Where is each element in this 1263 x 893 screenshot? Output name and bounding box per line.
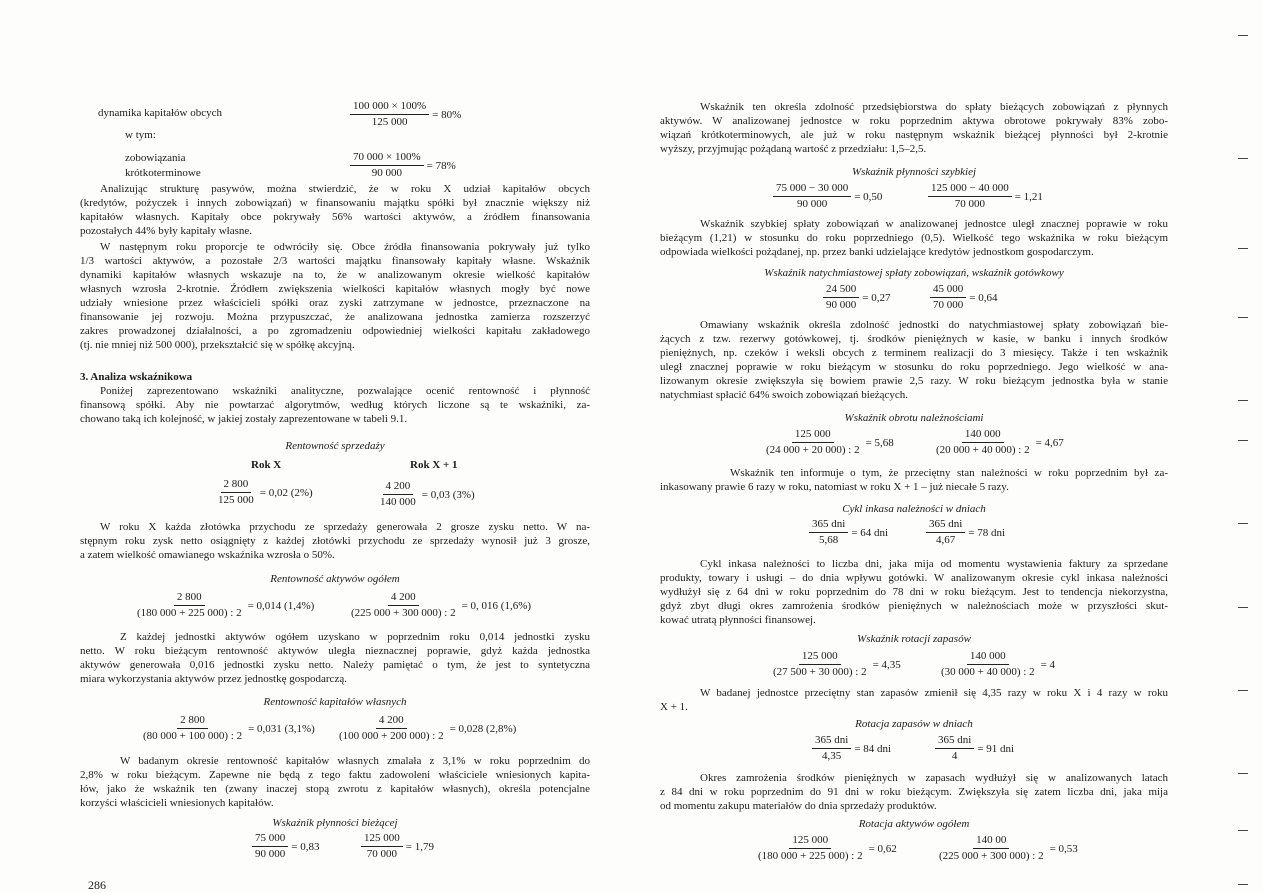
heading-sales-profitability: Rentowność sprzedaży — [285, 440, 385, 452]
current-liquidity-x1: $\frac{125 000}{70 000}$ = 1,79 — [361, 832, 434, 861]
liabilities-formula: $\frac{70 000 \times 100\%}{90 000}$ = 78% — [350, 151, 456, 180]
scan-edge-mark — [1238, 830, 1248, 831]
scan-edge-mark — [1238, 35, 1248, 36]
scan-edge-mark — [1238, 400, 1248, 401]
right-page: Wskaźnik ten określa zdolność przedsiębiorstwa do spłaty bieżących zobowiązań z płynnych aktywów. W analizowanej jednostce w roku poprzednim aktywa obrotowe pokrywały 83% zobo- wiązań krótkoterminowych, ale już w roku następnym wskaźnik bieżącej płynności był 2-krotnie wyższy, przyjmując pożądaną wartość z przedziału: 1,5–2,5. Wskaźnik płynności szybkiej $\frac{75 000 - 30 000}{90 000}$ = 0,50 $\frac{125 000 - 40 000}{70 000}$ = 1,21 Wskaźnik szybkiej spłaty zobowiązań w analizowanej jednostce uległ znacznej poprawie w roku bieżącym (1,21) w stosunku do roku poprzedniego (0,5). Wielkość tego wskaźnika w roku bieżącym odpowiada wielkości pożądanej, np. przez banki udzielające kredytów jednostkom gospodarczym. Wskaźnik natychmiastowej spłaty zobowiązań, wskaźnik gotówkowy $\frac{24 500}{90 000}$ = 0,27 $\frac{45 000}{70 000}$ = 0,64 Omawiany wskaźnik określa zdolność jednostki do natychmiastowej spłaty zobowiązań bie- żących z tzw. rezerwy gotówkowej, tj. środków pieniężnych w kasie, w banku i innych środków pieniężnych, np. czeków i weksli obcych z terminem realizacji do 3 miesięcy. Także i ten wskaźnik uległ znacznej poprawie w roku bieżącym w stosunku do roku poprzedniego. Jego wielkość w ana- lizowanym okresie zwiększyła się bowiem prawie 2,5 razy. W roku bieżącym jednostka była w stanie natychmiast spłacić 64% swoich zobowiązań bieżących. Wskaźnik obrotu należnościami $\frac{125 000}{(24 000 + 20 000) : 2}$ = 5,68 $\frac{140 000}{(20 000 + 40 000) : 2}$ = 4,67 Wskaźnik ten informuje o tym, że przeciętny stan należności w roku poprzednim był za- inkasowany prawie 6 razy w roku, natomiast w roku X + 1 – już niecałe 5 razy. Cykl inkasa należności w dniach 365 dni 5,68 = 64 dni 365 dni 4,67 = 78 dni Cykl inkasa należności to liczba dni, jaka mija od momentu wystawienia faktury za sprzedane produkty, towary i usługi – do dnia wpływu gotówki. W analizowanym okresie cykl inkasa należności wydłużył się z 64 dni w roku poprzednim do 78 dni w roku bieżącym. Jest to tendencja niekorzystna, gdyż zbyt długi okres zamrożenia środków pieniężnych w należnościach może w przyszłości skut- kować utratą płynności finansowej. Wskaźnik rotacji zapasów $\frac{125 000}{(27 500 + 30 000) : 2}$ = 4,35 $\frac{140 000}{(30 000 + 40 000) : 2}$ = 4 W badanej jednostce przeciętny stan zapasów zmienił się 4,35 razy w roku X i 4 razy w roku X + 1. Rotacja zapasów w dniach 365 dni 4,35 = 84 dni 365 dni 4 = 91 dni Okres zamrożenia środków pieniężnych w zapasach wydłużył się w analizowanych latach z 84 dni w roku poprzednim do 91 dni w roku bieżącym. Zwiększyła się zatem liczba dni, jaka mija od momentu zakupu materiałów do dnia sprzedaży produktów. Rotacja aktywów ogółem $\frac{125 000}{(180 000 + 225 000) : 2}$ = 0,62 $\frac{140 00}{(225 000 + 300 000) : 2}$ = 0,53 — [660, 101, 1168, 862]
equity-profitability-x: $\frac{2 800}{(80 000 + 100 000) : 2}$ = 0,031 (3,1%) — [143, 714, 315, 742]
page-number: 286 — [88, 878, 106, 892]
col-year-x: Rok X — [251, 459, 282, 471]
col-year-x1: Rok X + 1 — [410, 459, 458, 471]
scan-edge-mark — [1238, 690, 1248, 691]
heading-quick-liquidity: Wskaźnik płynności szybkiej — [851, 166, 977, 178]
heading-inventory-turnover: Wskaźnik rotacji zapasów — [857, 633, 971, 645]
current-liquidity-x: $\frac{75 000}{90 000}$ = 0,83 — [252, 832, 319, 861]
asset-turnover-x1: $\frac{140 00}{(225 000 + 300 000) : 2}$ = 0,53 — [939, 834, 1078, 862]
scan-edge-mark — [1238, 523, 1248, 524]
dynamics-label: dynamika kapitałów obcych — [98, 107, 223, 119]
heading-collection-cycle: Cykl inkasa należności w dniach — [842, 503, 986, 515]
collection-cycle-x1: 365 dni 4,67 = 78 dni — [926, 518, 1005, 547]
heading-current-liquidity: Wskaźnik płynności bieżącej — [272, 817, 398, 829]
cash-ratio-x: $\frac{24 500}{90 000}$ = 0,27 — [823, 283, 890, 312]
heading-equity-profitability: Rentowność kapitałów własnych — [263, 696, 407, 708]
heading-asset-turnover: Rotacja aktywów ogółem — [858, 818, 970, 830]
equity-profitability-x1: $\frac{4 200}{(100 000 + 200 000) : 2}$ = 0,028 (2,8%) — [339, 714, 517, 742]
inventory-days-x1: 365 dni 4 = 91 dni — [935, 734, 1014, 763]
asset-profitability-x: $\frac{2 800}{(180 000 + 225 000) : 2}$ = 0,014 (1,4%) — [137, 591, 315, 619]
liabilities-label-2: krótkoterminowe — [125, 167, 201, 179]
sales-profitability-x1: $\frac{4 200}{140 000}$ = 0,03 (3%) — [380, 480, 475, 508]
heading-cash-ratio: Wskaźnik natychmiastowej spłaty zobowiązań, wskaźnik gotówkowy — [764, 267, 1064, 279]
section-heading: 3. Analiza wskaźnikowa — [80, 371, 193, 383]
receivables-turnover-x: $\frac{125 000}{(24 000 + 20 000) : 2}$ = 5,68 — [766, 428, 894, 456]
collection-cycle-x: 365 dni 5,68 = 64 dni — [809, 518, 888, 547]
inventory-turnover-x: $\frac{125 000}{(27 500 + 30 000) : 2}$ = 4,35 — [773, 650, 901, 678]
inventory-turnover-x1: $\frac{140 000}{(30 000 + 40 000) : 2}$ = 4 — [941, 650, 1056, 678]
quick-liquidity-x1: $\frac{125 000 - 40 000}{70 000}$ = 1,21 — [928, 182, 1043, 211]
scan-edge-mark — [1238, 773, 1248, 774]
scan-edge-mark — [1238, 884, 1248, 885]
liabilities-label-1: zobowiązania — [125, 152, 186, 164]
scan-edge-mark — [1238, 317, 1248, 318]
asset-turnover-x: $\frac{125 000}{(180 000 + 225 000) : 2}$ = 0,62 — [758, 834, 897, 862]
cash-ratio-x1: $\frac{45 000}{70 000}$ = 0,64 — [930, 283, 997, 312]
asset-profitability-x1: $\frac{4 200}{(225 000 + 300 000) : 2}$ = 0, 016 (1,6%) — [351, 591, 532, 619]
left-page: dynamika kapitałów obcych $\frac{100 000 \times 100\%}{125 000}$ = 80% w tym: zobowiązania krótkoterminowe $\frac{70 000 \times 100\%}{90 000}$ = 78% Analizując strukturę pasywów, można stwierdzić, że w roku X udział kapitałów obcych (kredytów, pożyczek i innych zobowiązań) w finansowaniu majątku spółki był znacznie większy niż kapitałów własnych. Kapitały obce pokrywały 56% wartości aktywów, a źródłem finansowania pozostałych 44% były kapitały własne. W następnym roku proporcje te odwróciły się. Obce źródła finansowania pokrywały już tylko 1/3 wartości aktywów, a pozostałe 2/3 wartości majątku finansowały kapitały własne. Wskaźnik dynamiki kapitałów własnych wskazuje na to, że w analizowanym okresie wielkość kapitałów własnych wzrosła 2-krotnie. Źródłem zwiększenia wielkości kapitałów własnych mogły być nowe udziały wniesione przez właścicieli spółki oraz zyski zatrzymane w jednostce, przeznaczone na finansowanie jej rozwoju. Można przypuszczać, że analizowana jednostka zamierza rozszerzyć zakres prowadzonej działalności, a po zgromadzeniu odpowiedniej wielkości kapitału zakładowego (tj. nie mniej niż 500 000), przekształcić się w spółkę akcyjną. 3. Analiza wskaźnikowa Poniżej zaprezentowano wskaźniki analityczne, pozwalające ocenić rentowność i płynność finansową spółki. Aby nie powtarzać algorytmów, według których liczone są te wskaźniki, za- chowano taką ich kolejność, w jakiej zostały zaprezentowane w tabeli 9.1. Rentowność sprzedaży Rok X Rok X + 1 $\frac{2 800}{125 000}$ = 0,02 (2%) $\frac{4 200}{140 000}$ = 0,03 (3%) W roku X każda złotówka przychodu ze sprzedaży generowała 2 grosze zysku netto. W na- stępnym roku zysk netto osiągnięty z każdej złotówki przychodu ze sprzedaży wynosił już 3 grosze, a zatem wielkość omawianego wskaźnika wzrosła o 50%. Rentowność aktywów ogółem $\frac{2 800}{(180 000 + 225 000) : 2}$ = 0,014 (1,4%) $\frac{4 200}{(225 000 + 300 000) : 2}$ = 0, 016 (1,6%) Z każdej jednostki aktywów ogółem uzyskano w poprzednim roku 0,014 jednostki zysku netto. W roku bieżącym rentowność aktywów uległa nieznacznej poprawie, gdyż każda jednostka aktywów generowała 0,016 jednostki zysku netto. Należy pamiętać o tym, że jest to syntetyczna miara wykorzystania aktywów przez jednostkę gospodarczą. Rentowność kapitałów własnych $\frac{2 800}{(80 000 + 100 000) : 2}$ = 0,031 (3,1%) $\frac{4 200}{(100 000 + 200 000) : 2}$ = 0,028 (2,8%) W badanym okresie rentowność kapitałów własnych zmalała z 3,1% w roku poprzednim do 2,8% w roku bieżącym. Zapewne nie będą z tego faktu zadowoleni właściciele wniesionych kapita- łów, jako że wskaźnik ten (zwany inaczej stopą zwrotu z kapitałów własnych), określa potencjalne korzyści właścicieli wniesionych kapitałów. Wskaźnik płynności bieżącej $\frac{75 000}{90 000}$ = 0,83 $\frac{125 000}{70 000}$ = 1,79 286 — [80, 100, 590, 892]
dynamics-formula: $\frac{100 000 \times 100\%}{125 000}$ = 80% — [350, 100, 461, 129]
w-tym-label: w tym: — [125, 129, 156, 141]
heading-inventory-days: Rotacja zapasów w dniach — [855, 718, 973, 730]
inventory-days-x: 365 dni 4,35 = 84 dni — [812, 734, 891, 763]
scan-edge-mark — [1238, 158, 1248, 159]
scan-edge-mark — [1238, 607, 1248, 608]
scan-edge-mark — [1238, 248, 1248, 249]
heading-receivables-turnover: Wskaźnik obrotu należnościami — [844, 412, 984, 424]
quick-liquidity-x: $\frac{75 000 - 30 000}{90 000}$ = 0,50 — [773, 182, 882, 211]
sales-profitability-x: $\frac{2 800}{125 000}$ = 0,02 (2%) — [218, 478, 313, 506]
receivables-turnover-x1: $\frac{140 000}{(20 000 + 40 000) : 2}$ = 4,67 — [936, 428, 1064, 456]
scan-edge-mark — [1238, 440, 1248, 441]
heading-asset-profitability: Rentowność aktywów ogółem — [270, 573, 400, 585]
